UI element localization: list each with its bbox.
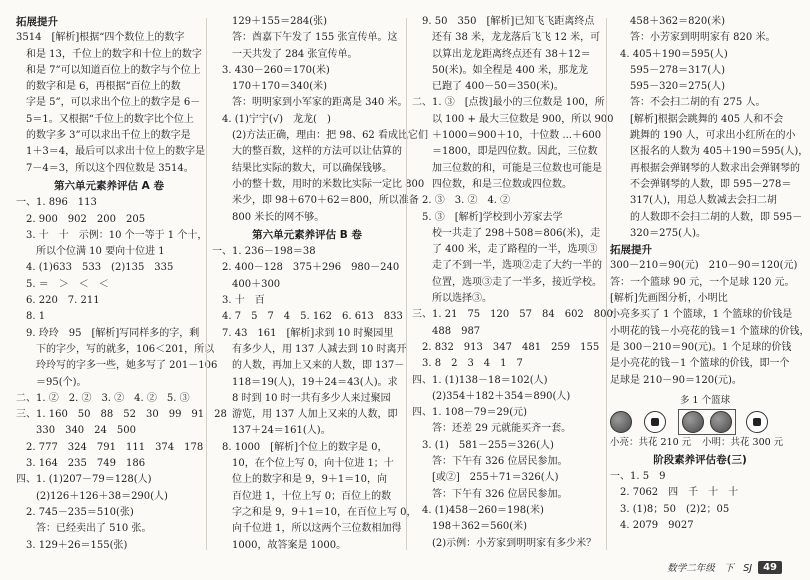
answer-line: 所以选择③。 (412, 293, 492, 305)
answer-line: 的数字多 3”可以求出千位上的数字是 (16, 130, 191, 142)
answer-line: [解析]先画图分析，小明比 (610, 293, 728, 305)
answer-line: 答：一个篮球 90 元，一个足球 120 元。 (610, 276, 795, 288)
answer-line: 2. 400－128 375＋296 980－240 (212, 262, 400, 274)
answer-line: 4. (1)633 533 (2)135 335 (16, 262, 174, 274)
answer-line: 四、1. (1)138－18＝102(人) (412, 374, 548, 386)
answer-line: 4. 2079 9027 (610, 520, 694, 532)
answer-line: 游览，用 137 人加上又来的人数，即 (212, 409, 398, 421)
answer-line: 一、1. 236－198＝38 (212, 246, 316, 258)
section-title: 第六单元素养评估 B 卷 (252, 228, 362, 241)
answer-line: 3. 129＋26＝155(张) (16, 539, 128, 551)
answer-line: 还有 38 米，龙龙落后飞飞 12 米，可 (412, 32, 601, 44)
answer-line: 4. 7 5 7 4 5. 162 6. 613 833 (212, 311, 403, 323)
answer-line: 走了不到一半，选项②走了大约一半的 (412, 260, 602, 272)
answer-line: 所以个位满 10 要向十位进 1 (16, 246, 165, 258)
answer-line: 9. 玲玲 95 [解析]写同样多的字，剩 (16, 327, 200, 339)
answer-line: 400＋300 (212, 278, 281, 290)
answer-line: 129＋155＝284(张) (212, 16, 328, 27)
page-number: 49 (758, 561, 782, 574)
answer-line: 答：酋嘉下午发了 155 张宣传单。这 (212, 32, 398, 44)
answer-line: 170＋170＝340(米) (212, 81, 328, 93)
answer-line: 800 米长的网不够。 (212, 211, 325, 223)
answer-line: 字是 5”，可以求出个位上的数字是 6－ (16, 97, 201, 109)
soccer-ball-icon (644, 411, 666, 433)
column-4 (610, 14, 810, 558)
section-heading: 拓展提升 (610, 244, 652, 257)
answer-line: 以算出龙龙距离终点还有 38＋12＝ (412, 48, 591, 60)
answer-line: 5. ＝ ＞ ＜ ＜ (16, 278, 109, 290)
answer-line: 和是 13，千位上的数字和十位上的数字 (16, 48, 202, 60)
answer-line: 向千位进 1，所以这两个三位数相加得 (212, 523, 402, 535)
basketball-icon (682, 411, 704, 433)
page-footer (667, 560, 782, 574)
answer-line: 跳舞的 190 人，可求出小红所在的小 (610, 130, 796, 142)
answer-line: 的人数即不会扫二胡的人数，即 595－ (610, 211, 803, 223)
answer-line: 三、1. 21 75 120 57 84 602 800 (412, 309, 613, 321)
answer-line: (2)方法正确，理由：把 98、62 看成比它们 (212, 130, 428, 142)
answer-line: 595－320＝275(人) (610, 81, 726, 93)
answer-line: 2. ③ 3. ② 4. ② (412, 195, 511, 207)
answer-line: 以 100 + 最大三位数是 900，所以 900 (412, 113, 614, 125)
answer-line: 3. 164 235 749 186 (16, 458, 146, 470)
answer-line: (2)126＋126＋38＝290(人) (16, 490, 168, 502)
answer-line: 4. (1)宁宁(√) 龙龙( ) (212, 113, 331, 125)
answer-line: 答：小芳家到明明家有 820 米。 (610, 32, 776, 44)
answer-line: 小亮多买了 1 个篮球，1 个篮球的价钱是 (610, 309, 793, 321)
answer-line: 595－278＝317(人) (610, 64, 726, 76)
answer-line: ＝95(个)。 (16, 376, 87, 388)
column-3 (412, 14, 614, 558)
answer-line: 2. 832 913 347 481 259 155 (412, 341, 600, 353)
answer-line: 四位数，和是三位数或四位数。 (412, 178, 572, 190)
answer-line: 加三位数的和，可能是三位数也可能是 (412, 162, 602, 174)
answer-line: 3. (1)8；50 (2)2；05 (610, 503, 730, 515)
answer-line: 米少，即 98＋670＋62＝800，所以准备 (212, 195, 419, 207)
answer-line: 二、1. ③ [点拨]最小的三位数是 100，所 (412, 97, 605, 109)
answer-line: ＋1000＝900＋10，十位数 ...＋600 (412, 130, 602, 142)
answer-line: 答：还差 29 元就能买齐一套。 (412, 423, 572, 435)
answer-line: 2. 7062 四 千 十 十 (610, 487, 739, 499)
answer-line: 458＋362＝820(米) (610, 16, 726, 27)
answer-line: 一、1. 896 113 (16, 197, 97, 209)
column-divider (406, 18, 407, 550)
answer-line: 答：已经卖出了 510 张。 (16, 523, 152, 535)
answer-line: 位上的数字和是 9，9＋1＝10，向 (212, 474, 387, 486)
answer-line: 320＝275(人)。 (610, 227, 706, 239)
column-2 (212, 14, 428, 558)
column-divider (206, 18, 207, 550)
answer-line: 50(米)。如全程是 400 米，那龙龙 (412, 64, 588, 76)
section-title: 阶段素养评估卷(三) (653, 453, 747, 466)
basketball-icon (610, 411, 632, 433)
answer-line: 8. 1000 [解析]个位上的数字是 0， (212, 441, 388, 453)
answer-line: 下的字少，写的就多，106＜201，所以 (16, 343, 215, 355)
answer-line: 300－210＝90(元) 210－90＝120(元) (610, 260, 798, 272)
answer-line: 1＋3＝4，最后可以求出十位上的数字是 (16, 146, 206, 158)
answer-line: 317(人)，用总人数减去会扫二胡 (610, 195, 777, 207)
answer-line: 198＋362＝560(米) (412, 521, 528, 533)
answer-line: 118＝19(人)，19＋24＝43(人)。求 (212, 376, 398, 388)
answer-line: 3514 [解析]根据“四个数位上的数字 (16, 32, 185, 44)
answer-line: 7. 43 161 [解析]求到 10 时聚园里 (212, 327, 394, 339)
answer-line: 9. 50 350 [解析]已知飞飞距离终点 (412, 16, 595, 27)
basketball-icon (710, 411, 732, 433)
answer-line: 3. 8 2 3 4 1 7 (412, 358, 523, 370)
footer-subject: 数学二年级 下 SJ (667, 563, 753, 574)
answer-line: 位置，选项③走了一半多，接近学校。 (412, 276, 602, 288)
answer-line: 137＋24＝161(人)。 (212, 425, 331, 437)
answer-line: 4. 405＋190＝595(人) (610, 48, 728, 60)
answer-line: 488 987 (412, 325, 481, 337)
answer-line: 结果比实际的数大，可以确保钱够。 (212, 162, 392, 174)
answer-line: 的数字和是 6，再根据“百位上的数 (16, 81, 181, 93)
answer-line: 3. 十 百 (212, 295, 265, 307)
column-1 (16, 14, 227, 558)
answer-line: 大的整百数，这样的方法可以让估算的 (212, 146, 402, 158)
answer-line: 10，在个位上写 0，向十位进 1；十 (212, 458, 394, 470)
answer-line: 是 300－210＝90(元)。1 个足球的价钱 (610, 341, 792, 353)
illustration-label: 多 1 个篮球 (680, 394, 731, 406)
answer-line: 答：下午有 326 位居民参加。 (412, 488, 568, 500)
answer-line: 不会弹钢琴的人数，即 595－278＝ (610, 178, 792, 190)
answer-line: 3. (1) 581－255＝326(人) (412, 439, 554, 451)
answer-line: 2. 900 902 200 205 (16, 213, 146, 225)
answer-line: 了 400 米，走了路程的一半，选项③ (412, 244, 598, 256)
answer-line: 有多少人，用 137 人减去到 10 时离开 (212, 343, 407, 355)
answer-line: 二、1. ② 2. ② 3. ② 4. ② 5. ③ (16, 392, 190, 404)
answer-line: 答：不会扫二胡的有 275 人。 (610, 97, 766, 109)
answer-line: 1000，故答案是 1000。 (212, 539, 347, 551)
answer-line: 4. (1)458－260＝198(米) (412, 504, 544, 516)
answer-line: 四、1. (1)207－79＝128(人) (16, 474, 152, 486)
answer-line: 小明花的钱－小亮花的钱＝1 个篮球的价钱， (610, 325, 810, 337)
answer-line: 5＝1。又根据“千位上的数字比个位上 (16, 113, 194, 125)
caption-xiaoliang: 小亮：共花 210 元 (610, 436, 692, 448)
answer-line: 三、1. 160 50 88 52 30 99 91 28 (16, 409, 227, 421)
answer-line: 百位进 1，十位上写 0；百位上的数 (212, 490, 392, 502)
answer-line: 玲玲写的字多一些，她多写了 201－106 (16, 360, 218, 372)
answer-line: (2)示例：小芳家到明明家有多少米？ (412, 537, 597, 549)
answer-line: 和是 7”可以知道百位上的数字与个位上 (16, 64, 201, 76)
answer-line: [解析]根据会跳舞的 405 人和不会 (610, 113, 784, 125)
answer-line: 答：明明家到小军家的距离是 340 米。 (212, 97, 408, 109)
answer-line: 2. 745－235＝510(张) (16, 506, 134, 518)
answer-line: 四、1. 108－79＝29(元) (412, 407, 528, 419)
answer-line: 一天共发了 284 张宣传单。 (212, 48, 358, 60)
column-divider (606, 18, 607, 550)
answer-line: 小的整十数，用时的米数比实际一定比 800 (212, 178, 425, 190)
answer-line: 8 时到 10 时一共有多少人来过聚园 (212, 392, 391, 404)
answer-line: ＝1800，即是四位数。因此，三位数 (412, 146, 598, 158)
answer-line: 是小亮花的钱－1 个篮球的价钱，即一个 (610, 358, 790, 370)
answer-line: (2)354＋182＋354＝890(人) (412, 390, 571, 402)
answer-line: 足球是 210－90＝120(元)。 (610, 374, 742, 386)
answer-line: 6. 220 7. 211 (16, 295, 100, 307)
ball-illustration (610, 393, 790, 451)
answer-line: 区报名的人数为 405＋190＝595(人)， (610, 146, 809, 158)
answer-line: 答：下午有 326 位居民参加。 (412, 456, 568, 468)
answer-line: 3. 十 十 示例：10 个一等于 1 个十， (16, 229, 208, 241)
answer-line: 2. 777 324 791 111 374 178 (16, 441, 204, 453)
answer-line: 8. 1 (16, 311, 46, 323)
answer-line: 7－4＝3，所以这个四位数是 3514。 (16, 162, 194, 174)
answer-line: 的人数，再加上又来的人数，即 137－ (212, 360, 405, 372)
answer-line: 3. 430－260＝170(米) (212, 64, 330, 76)
answer-line: 校一共走了 298＋508＝806(米)，走 (412, 227, 601, 239)
section-heading: 拓展提升 (16, 16, 58, 28)
soccer-ball-icon (746, 411, 768, 433)
answer-line: 5. ③ [解析]学校到小芳家去学 (412, 211, 563, 223)
answer-line: 再根据会弹钢琴的人数求出会弹钢琴的 (610, 162, 800, 174)
answer-line: 一、1. 5 9 (610, 471, 666, 483)
answer-line: 330 340 24 500 (16, 425, 136, 437)
answer-line: [或②] 255＋71＝326(人) (412, 472, 559, 484)
caption-xiaoming: 小明：共花 300 元 (702, 436, 784, 448)
section-title: 第六单元素养评估 A 卷 (54, 179, 164, 192)
answer-line: 已跑了 400－50＝350(米)。 (412, 81, 564, 93)
answer-line: 字之和是 9，9＋1＝10，在百位上写 0， (212, 506, 417, 518)
